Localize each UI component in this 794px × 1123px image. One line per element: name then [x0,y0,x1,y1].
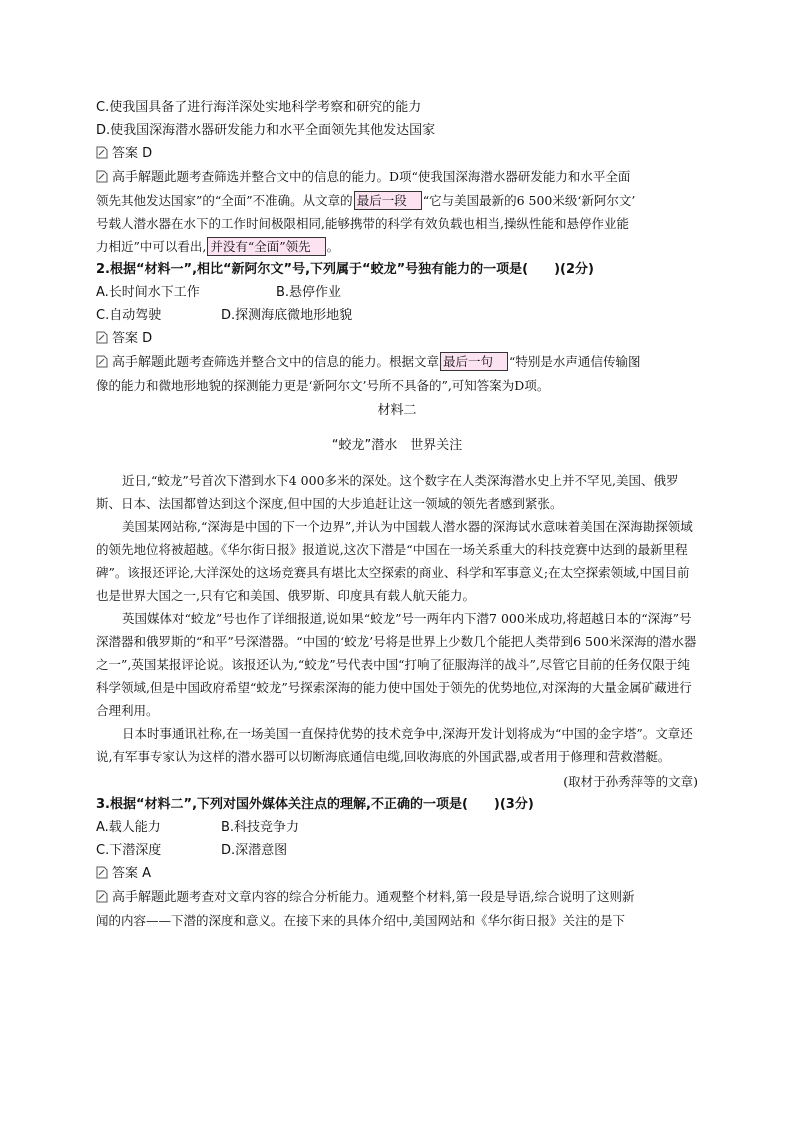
answer-label: 答案 [112,866,139,881]
analysis-label: 高手解题 [112,170,165,185]
analysis-line-2: 领先其他发达国家”的“全面”不准确。从文章的 最后一段 “它与美国最新的6 500米级‘新阿尔文’ [96,193,636,208]
answer-label: 答案 [112,146,139,161]
option-a: A.长时间水下工作 [96,285,200,300]
answer-line [96,327,698,350]
pencil-icon [96,331,108,344]
question-3-stem: 3.根据“材料二”,下列对国外媒体关注点的理解,不正确的一项是( )(3分) [96,797,534,812]
answer-value: A [142,866,152,881]
option-d: D.使我国深海潜水器研发能力和水平全面领先其他发达国家 [96,123,436,138]
option-d: D.探测海底微地形地貌 [221,308,353,323]
analysis-line-2: 闻的内容——下潜的深度和意义。在接下来的具体介绍中,美国网站和《华尔街日报》关注的是下 [96,913,625,928]
option-a: A.载人能力 [96,820,161,835]
analysis-label: 高手解题 [112,355,165,370]
pencil-icon [96,355,108,368]
document-page [96,96,698,932]
option-b: B.科技竞争力 [221,820,300,835]
question-3-options-row-1 [96,816,698,839]
answer-label: 答案 [112,331,139,346]
highlight-box: 最后一句 [440,352,508,371]
question-3-options-row-2 [96,839,698,862]
analysis-line-1: 高手解题此题考查对文章内容的综合分析能力。通观整个材料,第一段是导语,综合说明了这则新 [96,885,698,909]
option-c: C.使我国具备了进行海洋深处实地科学考察和研究的能力 [96,100,422,115]
analysis-line-1 [96,165,698,189]
article-title: “蛟龙”潜水 世界关注 [331,438,463,453]
analysis-line-2: 像的能力和微地形地貌的探测能力更是‘新阿尔文’号所不具备的”,可知答案为D项。 [96,378,550,393]
analysis-text: 此题考查筛选并整合文中的信息的能力。D项“使我国深海潜水器研发能力和水平全面 [164,169,631,184]
question-2-stem: 2.根据“材料一”,相比“新阿尔文”号,下列属于“蛟龙”号独有能力的一项是( )(2分) [96,262,594,277]
question-2-options-row-1 [96,281,698,304]
article-paragraph-4: 日本时事通讯社称,在一场美国一直保持优势的技术竞争中,深海开发计划将成为“中国的金字塔”。文章还说,有军事专家认为这样的潜水器可以切断海底通信电缆,回收海底的外国武器,或者用于修理和营救潜艇。 [96,726,693,764]
question-2-options-row-2 [96,304,698,327]
highlight-box: 并没有“全面”领先 [207,237,325,256]
option-c: C.自动驾驶 [96,308,162,323]
option-c: C.下潜深度 [96,843,162,858]
answer-value: D [142,331,153,346]
option-d: D.深潜意图 [221,843,288,858]
pencil-icon [96,170,108,183]
option-b: B.悬停作业 [276,285,342,300]
article-paragraph-1: 近日,“蛟龙”号首次下潜到水下4 000多米的深处。这个数字在人类深海潜水史上并不罕见,美国、俄罗斯、日本、法国都曾达到这个深度,但中国的大步追赶让这一领域的领先者感到紧张。 [96,473,679,511]
answer-value: D [142,146,153,161]
analysis-line-3: 号载人潜水器在水下的工作时间极限相同,能够携带的科学有效负载也相当,操纵性能和悬停作业能 [96,216,629,231]
article-source: (取材于孙秀萍等的文章) [563,774,698,789]
article-paragraph-3: 英国媒体对“蛟龙”号也作了详细报道,说如果“蛟龙”号一两年内下潜7 000米成功,将超越日本的“深海”号深潜器和俄罗斯的“和平”号深潜器。“中国的‘蛟龙’号将是世界上少数几个能把人类带到6 500米深海的潜水器之一”,英国某报评论说。该报还认为,“蛟龙”号代表中国“打响了征服海洋的战斗”,尽管它目前的任务仅限于纯科学领域,但是中国政府希望“蛟龙”号探索深海的能力使中国处于领先的优势地位,对深海的大量金属矿藏进行合理利用。 [96,611,697,718]
analysis-label: 高手解题 [112,890,165,905]
pencil-icon [96,890,108,903]
pencil-icon [96,866,108,879]
article-paragraph-2: 美国某网站称,“深海是中国的下一个边界”,并认为中国载人潜水器的深海试水意味着美国在深海勘探领域的领先地位将被超越。《华尔街日报》报道说,这次下潜是“中国在一场关系重大的科技竞赛中达到的最新里程碑”。该报还评论,大洋深处的这场竞赛具有堪比太空探索的商业、科学和军事意义;在太空探索领域,中国目前也是世界大国之一,只有它和美国、俄罗斯、印度具有载人航天能力。 [96,519,693,603]
pencil-icon [96,146,108,159]
highlight-box: 最后一段 [354,191,422,210]
answer-line [96,862,698,885]
analysis-line-1: 高手解题此题考查筛选并整合文中的信息的能力。根据文章 最后一句 “特别是水声通信传输图 [96,350,698,374]
material-heading: 材料二 [377,403,417,418]
answer-line [96,142,698,165]
analysis-line-4: 力相近”中可以看出, 并没有“全面”领先 。 [96,239,340,254]
